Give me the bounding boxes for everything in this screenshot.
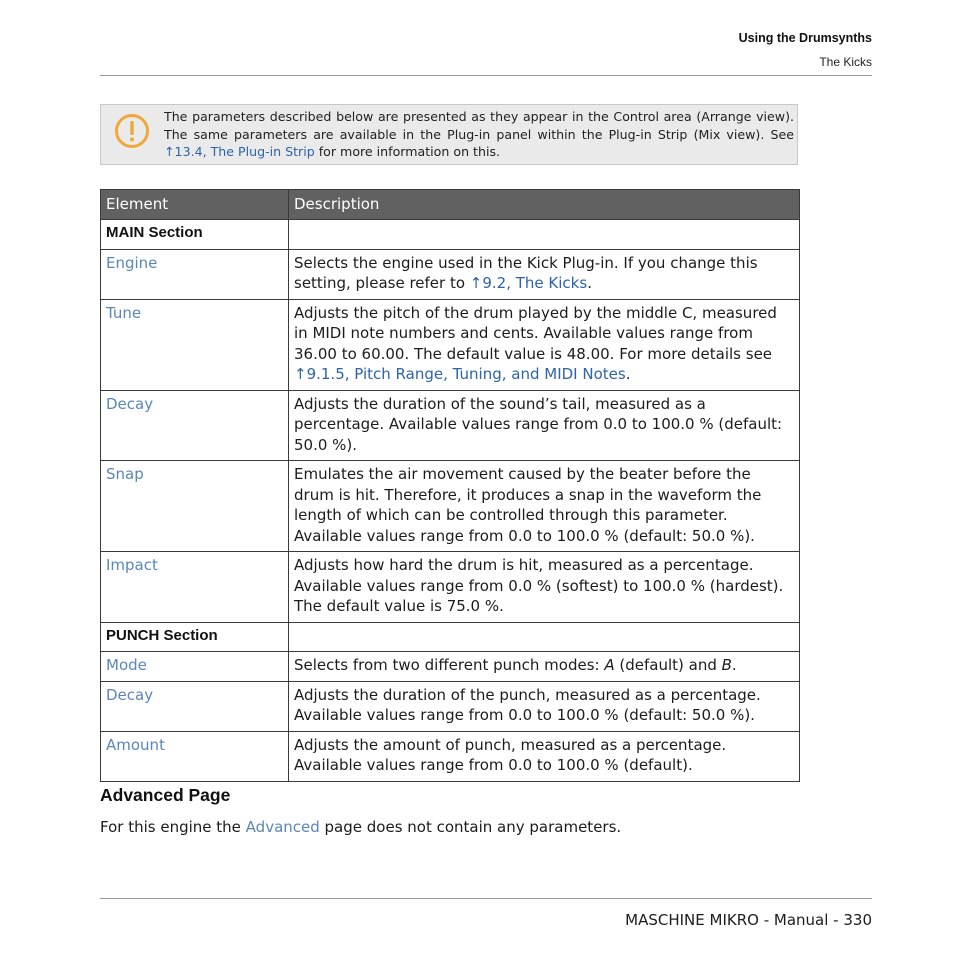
advanced-page-text [100,818,621,836]
advanced-text-after: page does not contain any parameters. [319,818,622,836]
parameters-table [100,189,800,782]
table-section-row [101,220,800,250]
description-text: Selects the engine used in the Kick Plug-in. If you change this setting, please refer to [294,253,758,292]
parameter-description [289,731,800,781]
parameter-name[interactable]: Impact [101,552,289,623]
cross-reference-link[interactable]: ↑9.2, The Kicks [469,274,588,292]
table-row [101,552,800,623]
parameter-description [289,622,800,652]
parameter-description [289,461,800,552]
table-row [101,390,800,461]
parameter-description [289,652,800,682]
header-subtitle: The Kicks [819,55,872,69]
italic-text: B [721,656,732,674]
description-text: . [587,274,592,292]
description-text: . [731,656,737,674]
section-label: PUNCH Section [101,622,289,652]
parameter-name[interactable]: Snap [101,461,289,552]
parameter-description [289,249,800,299]
header-title: Using the Drumsynths [738,31,872,45]
advanced-text-before: For this engine the [100,818,246,836]
section-label: MAIN Section [101,220,289,250]
note-box [100,104,798,165]
parameter-description [289,552,800,623]
description-text: Adjusts the pitch of the drum played by the middle C, measured in MIDI note numbers and cents. Available values range from 36.00 to 60.00. The default value is 48.00. For more details see [294,303,777,363]
description-text: Adjusts how hard the drum is hit, measured as a percentage. Available values range from 0.0 % (softest) to 100.0 % (hardest). The default value is 75.0 %. [294,556,784,615]
parameter-name[interactable]: Tune [101,299,289,390]
table-row [101,731,800,781]
advanced-link[interactable]: Advanced [245,818,320,836]
description-text: (default) and [614,656,722,674]
description-text: Selects from two different punch modes: [294,656,605,674]
parameter-name[interactable]: Amount [101,731,289,781]
parameter-name[interactable]: Engine [101,249,289,299]
header-divider [100,75,872,76]
note-text-after: for more information on this. [314,144,501,159]
note-link-plugin-strip[interactable]: ↑13.4, The Plug-in Strip [164,144,315,159]
parameter-name[interactable]: Mode [101,652,289,682]
table-body [101,220,800,782]
table-row [101,299,800,390]
cross-reference-link[interactable]: ↑9.1.5, Pitch Range, Tuning, and MIDI Notes [294,365,626,383]
table-header-row [101,190,800,220]
table-row [101,249,800,299]
description-text: Adjusts the duration of the sound’s tail, measured as a percentage. Available values range from 0.0 to 100.0 % (default: 50.0 %). [294,394,783,454]
footer-page-label: MASCHINE MIKRO - Manual - 330 [625,911,872,929]
column-header-description: Description [289,190,800,220]
parameter-description [289,681,800,731]
note-text-before: The parameters described below are presented as they appear in the Control area (Arrange view). The same parameters are available in the Plug-in panel within the Plug-in Strip (Mix view). See [164,109,794,142]
advanced-page-heading: Advanced Page [100,785,231,805]
description-text: . [625,365,631,383]
description-text: Emulates the air movement caused by the beater before the drum is hit. Therefore, it produces a snap in the waveform the length of which can be controlled through this parameter. Available values range from 0.0 to 100.0 % (default: 50.0 %). [294,465,762,545]
table-row [101,461,800,552]
italic-text: A [604,656,615,674]
table-row [101,652,800,682]
table-row [101,681,800,731]
note-text [164,108,794,161]
parameter-name[interactable]: Decay [101,681,289,731]
parameter-description [289,299,800,390]
footer-divider [100,898,872,899]
table-section-row [101,622,800,652]
column-header-element: Element [101,190,289,220]
parameter-description [289,390,800,461]
warning-exclamation-icon [114,113,150,149]
parameter-description [289,220,800,250]
description-text: Adjusts the duration of the punch, measured as a percentage. Available values range from 0.0 to 100.0 % (default: 50.0 %). [294,685,761,724]
parameter-name[interactable]: Decay [101,390,289,461]
description-text: Adjusts the amount of punch, measured as a percentage. Available values range from 0.0 to 100.0 % (default). [294,735,727,774]
